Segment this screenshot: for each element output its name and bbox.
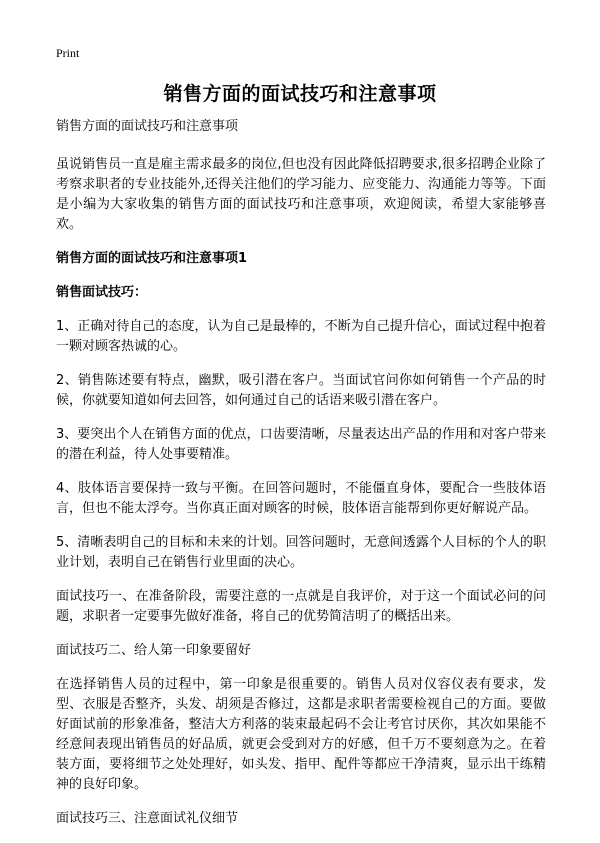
tip-item: 1、正确对待自己的态度，认为自己是最棒的，不断为自己提升信心，面试过程中抱着一颗对顾客热诚的心。 [56,319,546,354]
page-title: 销售方面的面试技巧和注意事项 [163,83,437,105]
tip-item: 2、销售陈述要有特点，幽默，吸引潜在客户。当面试官问你如何销售一个产品的时候，你就要知道如何去回答，如何通过自己的话语来吸引潜在客户。 [56,373,546,408]
tips-heading: 销售面试技巧： [56,285,148,300]
skill-two-paragraph: 在选择销售人员的过程中，第一印象是很重要的。销售人员对仪容仪表有要求，发型、衣服是否整齐，头发、胡须是否修过，这都是求职者需要检视自己的方面。要做好面试前的形象准备，整洁大方利落的装束最起码不会让考官讨厌你，其次如果能不经意间表现出销售员的好品质，就更会受到对方的好感，但千万不要刻意为之。在着装方面，要将细节之处处理好，如头发、指甲、配件等都应干净清爽，显示出干练精神的良好印象。 [56,677,546,792]
tip-item: 3、要突出个人在销售方面的优点，口齿要清晰，尽量表达出产品的作用和对客户带来的潜在利益，待人处事要精准。 [56,427,546,462]
tip-item: 4、肢体语言要保持一致与平衡。在回答问题时，不能僵直身体，要配合一些肢体语言，但也不能太浮夸。当你真正面对顾客的时候，肢体语言能帮到你更好解说产品。 [56,481,546,516]
intro-paragraph: 虽说销售员一直是雇主需求最多的岗位,但也没有因此降低招聘要求,很多招聘企业除了考察求职者的专业技能外,还得关注他们的学习能力、应变能力、沟通能力等等。下面是小编为大家收集的销售方面的面试技巧和注意事项，欢迎阅读，希望大家能够喜欢。 [56,157,546,232]
skill-one-paragraph: 面试技巧一、在准备阶段，需要注意的一点就是自我评价，对于这一个面试必问的问题，求职者一定要事先做好准备，将自己的优势简洁明了的概括出来。 [56,589,546,624]
article-subtitle: 销售方面的面试技巧和注意事项 [56,119,239,134]
section-heading: 销售方面的面试技巧和注意事项1 [56,251,248,266]
skill-three-heading: 面试技巧三、注意面试礼仪细节 [56,811,239,826]
article-body [56,117,546,843]
skill-two-heading: 面试技巧二、给人第一印象要留好 [56,643,252,658]
tip-item: 5、清晰表明自己的目标和未来的计划。回答问题时，无意间透露个人目标的个人的职业计划，表明自己在销售行业里面的决心。 [56,535,546,570]
print-link[interactable]: Print [56,46,80,60]
